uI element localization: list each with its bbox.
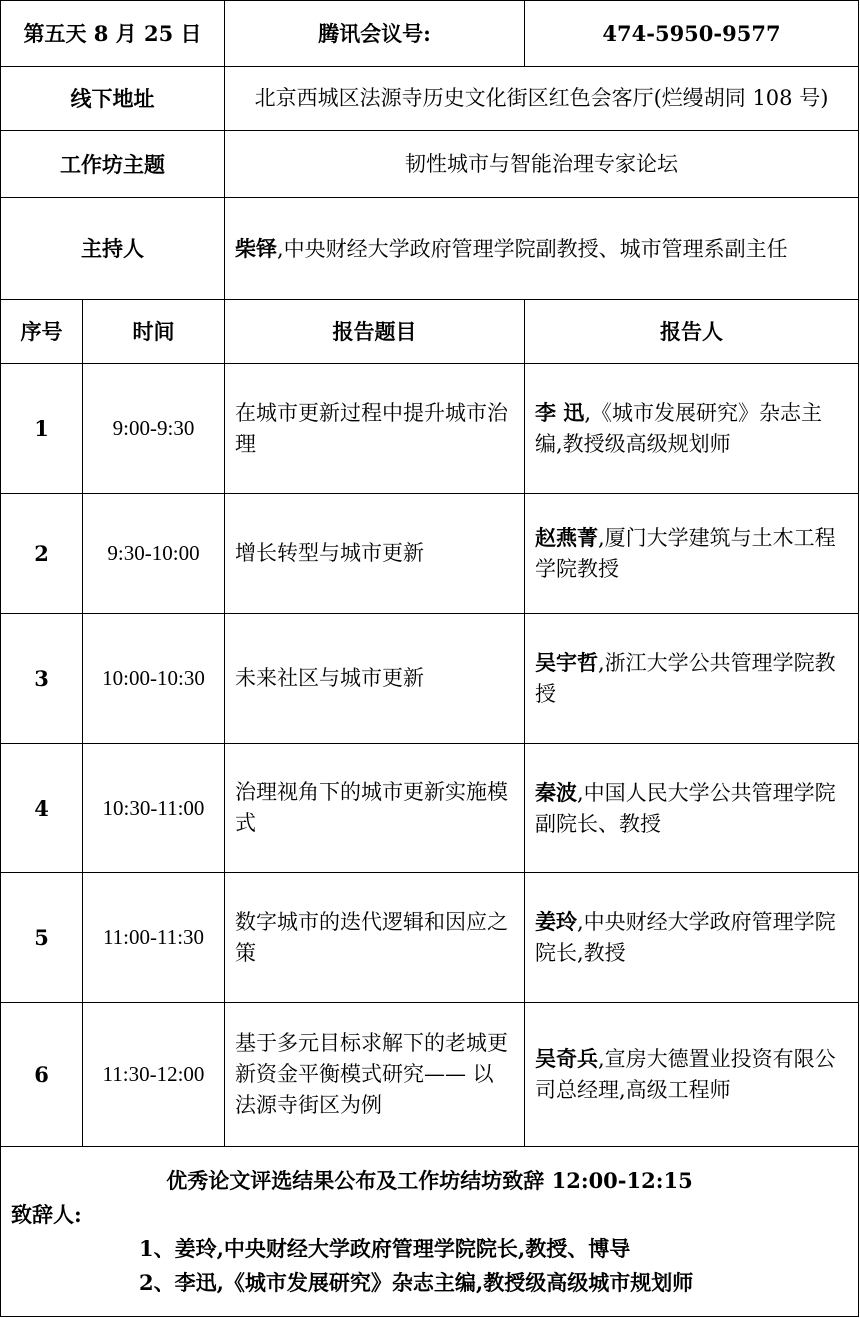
- host-desc: ,中央财经大学政府管理学院副教授、城市管理系副主任: [277, 236, 788, 261]
- host-value: [225, 198, 859, 300]
- session-seq: 1: [1, 364, 83, 494]
- header-row: [1, 1, 859, 67]
- closing-speaker-item: 1、姜玲,中央财经大学政府管理学院院长,教授、博导: [139, 1235, 631, 1261]
- speaker-name: 赵燕菁: [535, 525, 598, 550]
- column-header-row: [1, 300, 859, 364]
- session-seq: 3: [1, 614, 83, 744]
- speaker-name: 吴宇哲: [535, 650, 598, 675]
- theme-row: [1, 131, 859, 198]
- session-seq: 6: [1, 1003, 83, 1147]
- session-topic: 治理视角下的城市更新实施模式: [225, 744, 525, 873]
- session-row: [1, 614, 859, 744]
- host-name: 柴铎: [235, 235, 277, 261]
- speaker-desc: ,中国人民大学公共管理学院副院长、教授: [535, 780, 836, 836]
- host-row: [1, 198, 859, 300]
- session-time: 11:30-12:00: [83, 1003, 225, 1147]
- address-value: 北京西城区法源寺历史文化街区红色会客厅(烂缦胡同 108 号): [225, 67, 859, 131]
- speaker-desc: ,宣房大德置业投资有限公司总经理,高级工程师: [535, 1047, 836, 1102]
- speaker-desc: ,中央财经大学政府管理学院院长,教授: [535, 910, 836, 965]
- closing-speakers-label: 致辞人:: [11, 1201, 82, 1227]
- speaker-name: 李 迅: [535, 400, 585, 425]
- session-speaker: [525, 614, 859, 744]
- speaker-desc: ,《城市发展研究》杂志主编,教授级高级规划师: [535, 401, 822, 456]
- speaker-desc: ,浙江大学公共管理学院教授: [535, 651, 836, 706]
- session-time: 10:30-11:00: [83, 744, 225, 873]
- closing-section: [1, 1147, 859, 1317]
- speaker-name: 姜玲: [535, 909, 577, 934]
- session-topic: 数字城市的迭代逻辑和因应之策: [225, 873, 525, 1003]
- speaker-name: 吴奇兵: [535, 1046, 598, 1071]
- session-topic: 未来社区与城市更新: [225, 614, 525, 744]
- speaker-name: 秦波: [535, 779, 577, 805]
- session-topic: 增长转型与城市更新: [225, 494, 525, 614]
- theme-value: 韧性城市与智能治理专家论坛: [225, 131, 859, 198]
- session-seq: 4: [1, 744, 83, 873]
- session-time: 10:00-10:30: [83, 614, 225, 744]
- col-speaker: 报告人: [525, 300, 859, 364]
- session-row: [1, 364, 859, 494]
- day-date: 第五天 8 月 25 日: [1, 1, 225, 67]
- session-row: [1, 744, 859, 873]
- meeting-label: 腾讯会议号:: [225, 1, 525, 67]
- session-speaker: [525, 364, 859, 494]
- session-time: 9:00-9:30: [83, 364, 225, 494]
- theme-label: 工作坊主题: [1, 131, 225, 198]
- closing-speaker-item: 2、李迅,《城市发展研究》杂志主编,教授级高级城市规划师: [139, 1269, 694, 1295]
- host-label: 主持人: [1, 198, 225, 300]
- session-row: [1, 873, 859, 1003]
- closing-title: 优秀论文评选结果公布及工作坊结坊致辞 12:00-12:15: [166, 1167, 693, 1193]
- session-topic: 基于多元目标求解下的老城更新资金平衡模式研究—— 以法源寺街区为例: [225, 1003, 525, 1147]
- address-row: [1, 67, 859, 131]
- meeting-number: 474-5950-9577: [525, 1, 859, 67]
- session-seq: 5: [1, 873, 83, 1003]
- session-row: [1, 494, 859, 614]
- col-time: 时间: [83, 300, 225, 364]
- closing-row: [1, 1147, 859, 1317]
- session-speaker: [525, 494, 859, 614]
- session-speaker: [525, 1003, 859, 1147]
- session-row: [1, 1003, 859, 1147]
- session-topic: 在城市更新过程中提升城市治理: [225, 364, 525, 494]
- session-speaker: [525, 744, 859, 873]
- session-seq: 2: [1, 494, 83, 614]
- speaker-desc: ,厦门大学建筑与土木工程学院教授: [535, 526, 836, 581]
- session-speaker: [525, 873, 859, 1003]
- col-seq: 序号: [1, 300, 83, 364]
- col-topic: 报告题目: [225, 300, 525, 364]
- address-label: 线下地址: [1, 67, 225, 131]
- session-time: 11:00-11:30: [83, 873, 225, 1003]
- session-time: 9:30-10:00: [83, 494, 225, 614]
